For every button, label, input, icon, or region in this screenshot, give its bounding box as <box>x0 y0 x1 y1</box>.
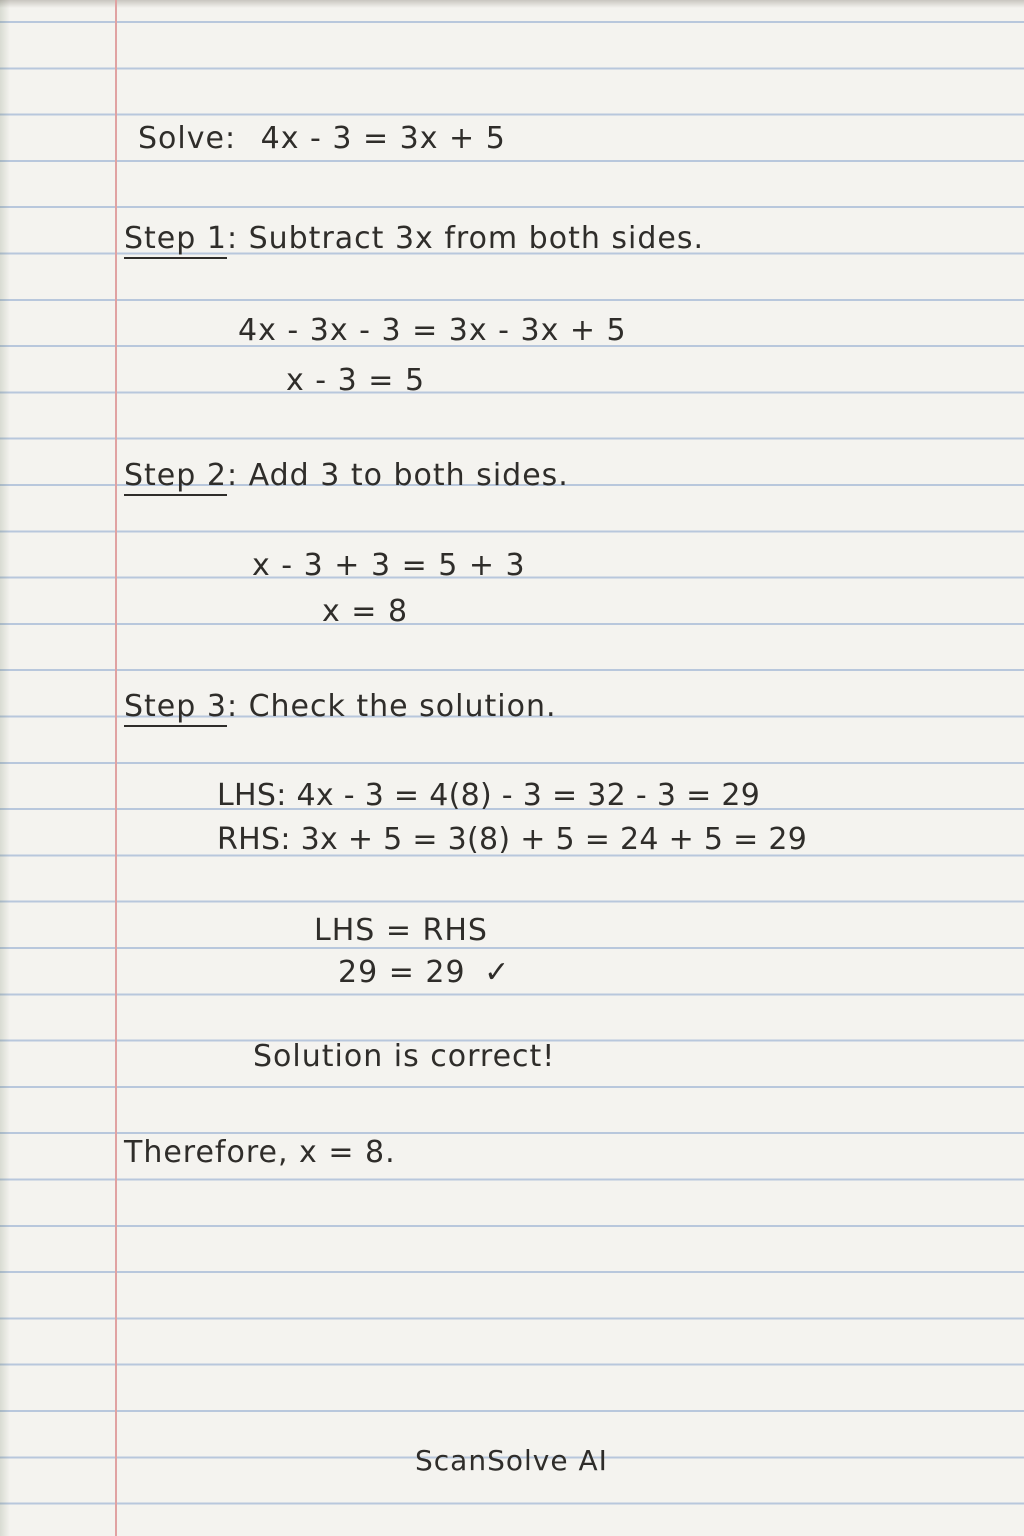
lhs-equals-rhs: LHS = RHS <box>314 913 488 948</box>
step1-label: Step 1 <box>124 224 227 259</box>
step3-label: Step 3 <box>124 692 227 727</box>
problem-prefix: Solve: <box>138 121 237 156</box>
page-top-shadow <box>0 0 1024 8</box>
step3-heading <box>124 689 557 727</box>
step2-instruction: : Add 3 to both sides. <box>226 458 569 493</box>
step3-instruction: : Check the solution. <box>226 689 557 724</box>
step2-heading <box>124 458 569 496</box>
step1-equation-2: x - 3 = 5 <box>286 363 426 398</box>
problem-line <box>138 121 506 156</box>
red-margin-line <box>115 0 117 1536</box>
value-comparison <box>338 955 511 990</box>
step2-equation-2: x = 8 <box>322 594 409 629</box>
step2-equation-1: x - 3 + 3 = 5 + 3 <box>252 548 526 583</box>
page-left-shadow <box>0 0 10 1536</box>
solution-correct-note: Solution is correct! <box>253 1039 556 1074</box>
lhs-check-line: LHS: 4x - 3 = 4(8) - 3 = 32 - 3 = 29 <box>217 778 761 813</box>
scansolve-brand: ScanSolve AI <box>415 1444 608 1477</box>
conclusion-line: Therefore, x = 8. <box>124 1135 396 1170</box>
step1-heading <box>124 221 705 259</box>
check-mark-icon: ✓ <box>484 955 511 990</box>
value-comparison-text: 29 = 29 <box>338 955 466 990</box>
step2-label: Step 2 <box>124 461 227 496</box>
step1-equation-1: 4x - 3x - 3 = 3x - 3x + 5 <box>238 313 627 348</box>
step1-instruction: : Subtract 3x from both sides. <box>226 221 705 256</box>
rhs-check-line: RHS: 3x + 5 = 3(8) + 5 = 24 + 5 = 29 <box>217 822 808 857</box>
problem-equation: 4x - 3 = 3x + 5 <box>260 121 506 156</box>
